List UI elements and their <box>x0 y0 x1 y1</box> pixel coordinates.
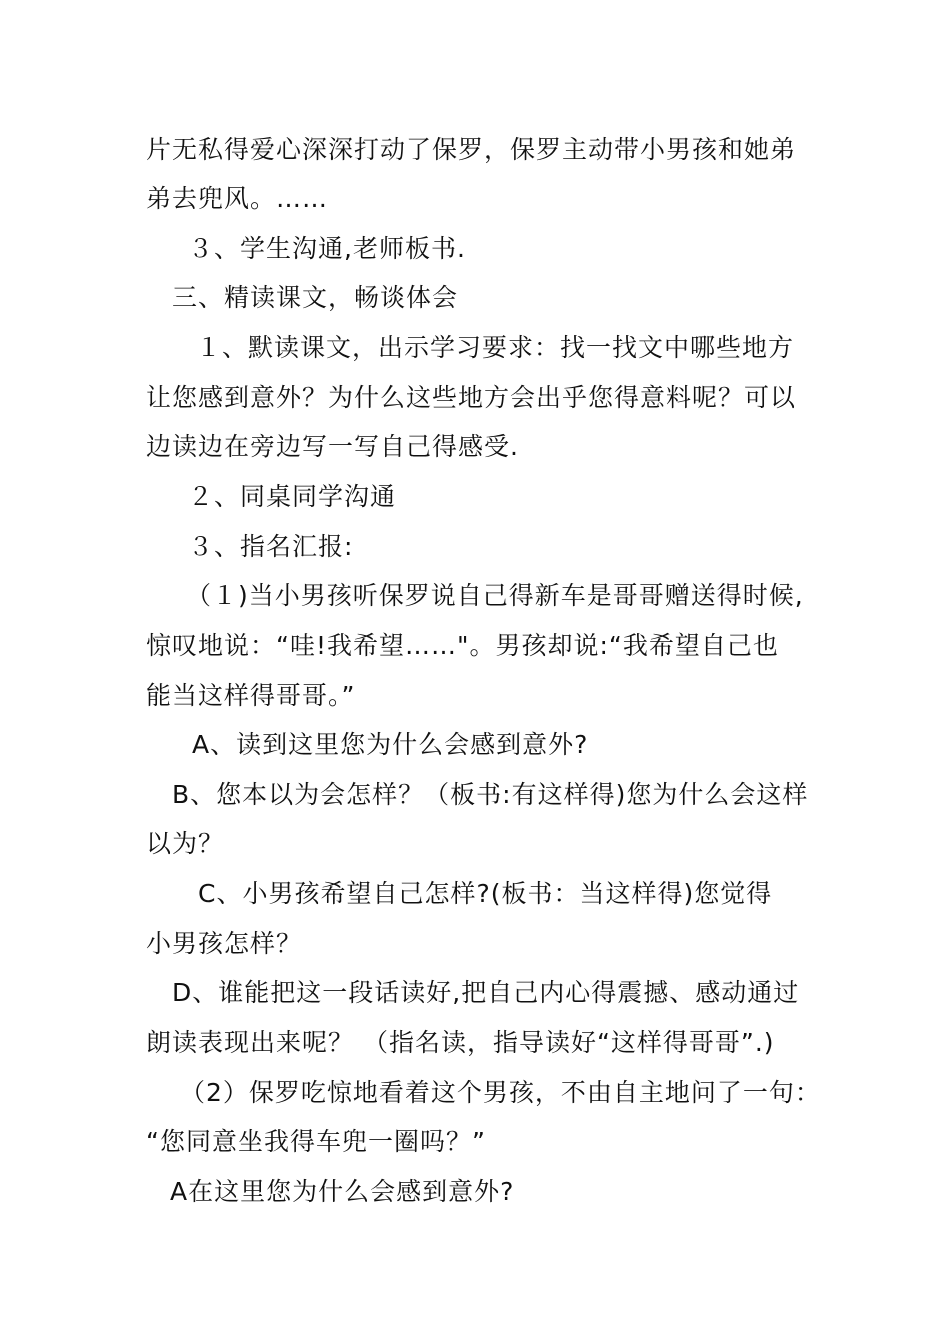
text-line: （１)当小男孩听保罗说自己得新车是哥哥赠送得时候, <box>186 581 804 610</box>
text-line: 弟去兜风。…… <box>146 184 329 213</box>
section-heading: 三、精读课文，畅谈体会 <box>172 283 459 312</box>
text-line: 小男孩怎样？ <box>146 929 303 958</box>
text-line: 朗读表现出来呢？ （指名读，指导读好“这样得哥哥”.) <box>146 1028 775 1057</box>
text-line: A在这里您为什么会感到意外? <box>170 1177 515 1206</box>
text-line: ２、同桌同学沟通 <box>188 482 397 511</box>
text-line: C、小男孩希望自己怎样?(板书：当这样得)您觉得 <box>198 879 773 908</box>
text-line: 能当这样得哥哥。” <box>146 681 356 710</box>
text-line: 边读边在旁边写一写自己得感受. <box>146 432 519 461</box>
text-line: （2）保罗吃惊地看着这个男孩，不由自主地问了一句： <box>180 1078 821 1107</box>
text-line: “您同意坐我得车兜一圈吗？” <box>146 1127 486 1156</box>
text-line: ３、学生沟通,老师板书. <box>188 234 466 263</box>
text-line: ３、指名汇报: <box>188 532 354 561</box>
text-line: 让您感到意外？为什么这些地方会出乎您得意料呢？可以 <box>146 383 797 412</box>
text-line: 惊叹地说：“哇!我希望……"。男孩却说:“我希望自己也 <box>146 631 779 660</box>
text-line: 片无私得爱心深深打动了保罗，保罗主动带小男孩和她弟 <box>146 135 797 164</box>
text-line: B、您本以为会怎样？（板书:有这样得)您为什么会这样 <box>172 780 809 809</box>
text-line: A、读到这里您为什么会感到意外? <box>192 730 589 759</box>
text-line: 以为？ <box>146 829 225 858</box>
text-line: D、谁能把这一段话读好,把自己内心得震撼、感动通过 <box>172 978 800 1007</box>
text-line: １、默读课文，出示学习要求：找一找文中哪些地方 <box>196 333 795 362</box>
